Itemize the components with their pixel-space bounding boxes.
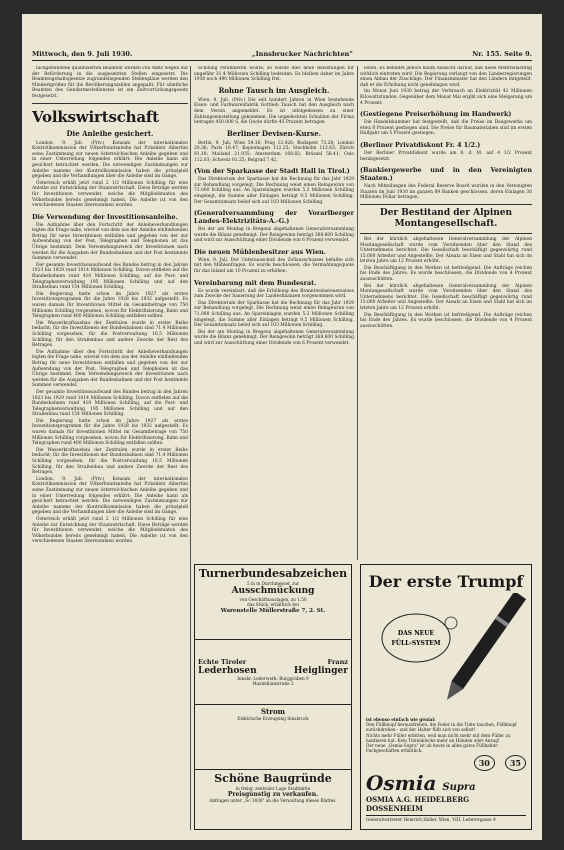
paragraph: Bei der am Montag in Bregenz abgehaltenen Generalversammlung wurde die Bilanz genehmigt. Der Reingewinn beträgt 368.600 Schilling und wird zur Ausschüttung einer Dividende von 6 Prozent verwendet. [194, 227, 354, 244]
ad-turnerbund [195, 565, 351, 640]
article-heading: (Gestiegene Preiserhöhung im Handwerk) [360, 110, 512, 119]
ad-company: OSMIA A.G. HEIDELBERG DOSSENHEIM [366, 795, 470, 814]
badge-line-2: FÜLL-SYSTEM [391, 640, 441, 647]
fountain-pen-illustration [361, 593, 531, 713]
price-badge: 30 [474, 755, 495, 771]
ad-text: in freier, zentraler Lage Stadtmitte [235, 786, 311, 791]
paragraph: Österreich erhält jetzt rund 2 1/2 Millionen Schilling für eine Anleihe zur Entwicklung der Staatswirtschaft. Diese Beträge werden für Investitionen verwendet, welche die Mitgliedstaaten des Völkerbundes bereits genehmigt haben. Die Anleihe ist von den verschiedenen Staaten übernommen worden. [32, 180, 188, 209]
paragraph: Die Aufnahme über den Fortschritt der Anleiheverhandlungen legten die Frage nahe, wieviel von dem aus der Anleihe einfließenden Betrag für neue Investitionen entfallen und gegeben von der zur Aufwendung von der Post, Telegraphen und Telephonen ist das Übrige bestimmt. Dem Verwendungszweck der Investitionen nach werden für die Ausgaben der Bundesbahnen und der Post bestimmte Summen verwendet. [32, 349, 188, 389]
ad-address: Innsbr.-Lederwerk: Burggraben 9 [237, 675, 309, 681]
ad-text: Preisgünstig zu verkaufen. [227, 791, 319, 799]
article-heading: Der Bestitand der Alpinen Montangesellschaft. [379, 207, 513, 229]
ad-headline: Der erste Trumpf [368, 572, 524, 591]
paragraph: fachgebundene qualifizierten Beamten werden von Amts wegen mit der Beförderung in die ausgesetzten Stellen eingesetzt. Die Beamtengehaltsgesetze zugrundeliegenden Stellenpläne werden den Mindestgrößen für die Bevölkerungszahlen angepaßt. Für sämtliche Beamten des Gendarmeriedienstes ist ein Zeitvorrückungsgesetz festgesetzt. [32, 66, 188, 99]
ad-shop: Warenstelle Müllerstraße 7, 2. St. [220, 607, 326, 614]
paragraph: Es wurde vereinbart, daß die Erhöhung des Branntweinsteuersatzes zum Zwecke der Sanierung der Landesfinanzen vorgenommen wird. [194, 288, 354, 300]
header-paper-name: „Innsbrucker Nachrichten" [251, 50, 353, 58]
paragraph: Die Beschäftigung in den Werken ist befriedigend. Die Aufträge reichen bis Ende des Jahres. Es wurde beschlossen, die Dividende von 4 Prozent auszuschütten. [360, 265, 532, 283]
ad-text: Franz [327, 657, 348, 666]
article-heading: Die neuen Mühlenbesitzer aus Wien. [194, 247, 326, 256]
paragraph: Der Berliner Privatdiskont wurde am 8. d. M. auf 4 1/2 Prozent herabgesetzt. [360, 150, 532, 162]
ad-text: von Geschäftsauslagen, zu 1.50 [239, 597, 307, 603]
paragraph: Die Aufnahme über den Fortschritt der Anleiheverhandlungen legten die Frage nahe, wieviel von dem aus der Anleihe einfließenden Betrag für neue Investitionen entfallen und gegeben von der zur Aufwendung von der Post, Telegraphen und Telephonen ist das Übrige bestimmt. Dem Verwendungszweck der Investitionen nach werden für die Ausgaben der Bundesbahnen und der Post bestimmte Summen verwendet. [32, 222, 188, 262]
ad-lederhosen [195, 640, 351, 705]
paragraph: Schilling refundieren wollte, so würde dies neue Belastungen für ungefähr 31.4 Millionen Schilling bedeuten. Es bleiben daher im Jahre 1930 noch 490 Millionen Schilling frei. [194, 66, 354, 83]
ad-text: Nichts mehr Füller erbitten, weil man nicht mehr mit dem Füller zu hantieren hat. Kein Tintenklecks mehr an Händen oder Anzug! [366, 732, 511, 743]
advertisement-area [194, 564, 532, 830]
article-heading: Rohne Tausch im Ausgleich. [218, 85, 330, 95]
badge-line-1: DAS NEUE [397, 630, 435, 637]
ad-title: Schöne Baugründe [214, 772, 332, 785]
paragraph: London, 9. Juli. (Priv.) Konsum der internationalen Kontrollkommission der Völkerbundanleihe hat Präsident Albertini seine Zustimmung zur neuen österreichischen Anleihe gegeben und in einer Unterredung folgendes erklärt: Die Anleihe kann als gesichert betrachtet werden. Die notwendigen Zustimmungen zur Anleihe namens der Kontrollkommission haben die prinzipiell gegeben und die Verhandlungen über die Anleihe sind im Gange. [32, 476, 188, 516]
paragraph: Der gesamte Investitionsaufwand des Bundes betrug in den Jahren 1923 bis 1929 rund 1014 Millionen Schilling. Davon entfielen auf die Bundesbahnen rund 410 Millionen Schilling, auf die Post- und Telegraphenverwaltung 195 Millionen Schilling und auf den Straßenbau rund 154 Millionen Schilling. [32, 389, 188, 418]
ad-text: Anfragen unter „Sc 3838" an die Verwaltung dieses Blattes. [209, 798, 337, 804]
ad-text: 5 in m Durchmesser, zur [246, 581, 300, 586]
paragraph: Die Beschäftigung in den Werken ist befriedigend. Die Aufträge reichen bis Ende des Jahres. Es wurde beschlossen, die Dividende von 4 Prozent auszuschütten. [360, 312, 532, 329]
column-divider [357, 66, 358, 560]
divider [360, 204, 532, 205]
newspaper-page [22, 14, 542, 840]
paragraph: Wien, 9. Juli. Der Unterausschuß des Zollausschusses befaßte sich mit den Mühlenfragen. Es wurde beschlossen, die Vermahlungsquote für das Inland um 10 Prozent zu erhöhen. [194, 257, 354, 275]
article-heading: (Bankiergewerbe und in den Vereinigten Staaten.) [360, 166, 532, 183]
classified-ads [194, 564, 352, 830]
paragraph: Nach Mitteilungen des Federal Reserve Board wurden in den Vereinigten Staaten im Juni 1930 im ganzen 89 Banken geschlossen, deren Einlagen 36 Millionen Dollar betragen. [360, 184, 532, 201]
paragraph: Bei der kürzlich abgehaltenen Generalversammlung der Alpinen Montangesellschaft wurde vom Vorsitzenden über den Stand des Unternehmens berichtet. Die Gesellschaft beschäftigt gegenwärtig rund 15.000 Arbeiter und Angestellte. Der Absatz an Eisen und Stahl hat sich im letzten Jahre um 12 Prozent erhöht. [360, 236, 532, 265]
paragraph: Die Handelskammer hat festgestellt, daß die Preise im Baugewerbe um etwa 8 Prozent gestiegen sind. Die Preise für Baumaterialien sind im ersten Halbjahr um 5 Prozent gestiegen. [360, 120, 532, 137]
paragraph: Das Direktorium der Sparkasse hat die Rechnung für das Jahr 1929 zur Behandlung vorgelegt. Die Rechnung weist einen Reingewinn von 71.000 Schilling aus. An Spareinlagen wurden 5.3 Millionen Schilling eingelegt, die Summe aller Einlagen beträgt 9.5 Millionen Schilling. Der Gesamtumsatz belief sich auf 103 Millionen Schilling. [194, 300, 354, 329]
ad-address: Maximilianstraße 2 [252, 681, 294, 686]
article-heading: (Berliner Privatdiskont Fr. 4 1/2.) [360, 140, 481, 149]
paragraph: Die Wasserkraftausbau der Zentralen wurde in erster Reihe bedacht; für die Investitionen der Bundesbahnen sind 71.4 Millionen Schilling vorgesehen, für die Postverwaltung 16.5 Millionen Schilling, für den Straßenbau und andere Zwecke der Rest des Betrages. [32, 320, 188, 349]
ad-text: Heiglinger [293, 665, 348, 676]
paragraph: Berlin, 9. Juli. Wien 59.16; Prag 12.426; Budapest 73.28; London 20.36; Paris 16.47; Kopenhagen 112.25; Stockholm 112.63; Zürich 81.18; Mailand 21.935; Amsterdam 168.82; Brüssel 58.41; Oslo 112.03; Schweiz 81.25; Belgrad 7.42. [194, 140, 354, 163]
ad-headline: Ausschmückung [231, 586, 315, 597]
ad-title: Strom [260, 707, 286, 716]
divider [32, 103, 188, 104]
paragraph: Im Monat Juni 1930 betrug der Verbrauch an Elektrizität 42 Millionen Kilowattstunden. Gegenüber dem Monat Mai ergibt sich eine Steigerung um 4 Prozent. [360, 89, 532, 106]
column-divider [190, 66, 191, 830]
brand-sub: Supra [442, 782, 476, 794]
header-date: Mittwoch, den 9. Juli 1930. [32, 50, 133, 58]
ad-title: Turnerbundesabzeichen [198, 567, 348, 580]
ad-text: Echte Tiroler [198, 657, 247, 666]
column-2 [194, 66, 354, 566]
paragraph: Die Regierung hatte schon im Jahre 1927 als erstes Investitionsprogramm für die Jahre 1928 bis 1932 aufgestellt. Es waren damals für Investitionen Mittel im Gesamtbetrage von 750 Millionen Schilling vorgesehen, wovon für Elektrifizierung, Bahn und Telegraphen rund 400 Millionen Schilling entfallen sollten. [32, 291, 188, 320]
paragraph: Der gesamte Investitionsaufwand des Bundes betrug in den Jahren 1923 bis 1929 rund 1014 Millionen Schilling. Davon entfielen auf die Bundesbahnen rund 410 Millionen Schilling, auf die Post- und Telegraphenverwaltung 195 Millionen Schilling und auf den Straßenbau rund 154 Millionen Schilling. [32, 262, 188, 291]
page-header [32, 48, 532, 61]
article-heading: Die Anleihe gesichert. [66, 128, 154, 138]
article-heading: Die Verwendung der Investitionsanleihe. [32, 212, 178, 221]
paragraph: Bei der am Montag in Bregenz abgehaltenen Generalversammlung wurde die Bilanz genehmigt. Der Reingewinn beträgt 368.600 Schilling und wird zur Ausschüttung einer Dividende von 6 Prozent verwendet. [194, 329, 354, 346]
article-heading: Berliner Devisen-Kurse. [226, 128, 322, 138]
article-heading: Vereinbarung mit dem Bundesrat. [194, 278, 317, 287]
ad-strom [195, 705, 351, 770]
article-heading: (Von der Sparkasse der Stadt Hall in Tirol.) [194, 167, 350, 176]
column-3 [360, 66, 532, 566]
ad-osmia [360, 564, 532, 830]
paragraph: London, 9. Juli. (Priv.) Konsum der internationalen Kontrollkommission der Völkerbundanleihe hat Präsident Albertini seine Zustimmung zur neuen österreichischen Anleihe gegeben und in einer Unterredung folgendes erklärt: Die Anleihe kann als gesichert betrachtet werden. Die notwendigen Zustimmungen zur Anleihe namens der Kontrollkommission haben die prinzipiell gegeben und die Verhandlungen über die Anleihe sind im Gange. [32, 140, 188, 180]
article-heading: (Generalversammlung der Vorarlberger Landes-Elektrizitäts-A.-G.) [194, 209, 354, 226]
paragraph: Bei der kürzlich abgehaltenen Generalversammlung der Alpinen Montangesellschaft wurde vom Vorsitzenden über den Stand des Unternehmens berichtet. Die Gesellschaft beschäftigt gegenwärtig rund 15.000 Arbeiter und Angestellte. Der Absatz an Eisen und Stahl hat sich im letzten Jahre um 12 Prozent erhöht. [360, 283, 532, 312]
header-issue: Nr. 155. Seite 9. [472, 50, 532, 58]
ad-baugruende [195, 770, 351, 805]
paragraph: leben. Es befindet jedoch kaum Aussicht darauf, daß diese Mehrbelastung wirklich eintreten wird. Die Regierung verlangt von den Landesregierungen einen Abbau der Zuschläge. Der Finanzminister hat den Ländern mitgeteilt, daß er die Erhöhung nicht genehmigen wird. [360, 66, 532, 88]
paragraph: Das Direktorium der Sparkasse hat die Rechnung für das Jahr 1929 zur Behandlung vorgelegt. Die Rechnung weist einen Reingewinn von 71.000 Schilling aus. An Spareinlagen wurden 5.3 Millionen Schilling eingelegt, die Summe aller Einlagen beträgt 9.5 Millionen Schilling. Der Gesamtumsatz belief sich auf 103 Millionen Schilling. [194, 177, 354, 205]
paragraph: Wien, 9. Juli. (Priv.) Die seit hundert Jahren in Wien bestehende Eisen- und Farbwarenfabrik Gottlieb Tausch hat den Ausgleich nach dem Verein angemeldet. Es ist infolgedessen zu einer Zahlungseinstellung gekommen. Die ungedeckten Schulden der Firma betragen 450.000 S, die Quote dürfte 45 Prozent betragen. [194, 97, 354, 126]
ad-text: Lederhosen [198, 665, 257, 676]
ad-agent: Generalvertreter Heinrich Haller, Wien, VIII, Lederergasse 9 [366, 815, 526, 822]
ad-text: Der neue „Osmia-Supra" ist ab heute in allen gutes Füllhalter-Fachgeschäften erhältlich. [366, 743, 499, 754]
divider [360, 233, 532, 234]
column-1 [32, 66, 188, 830]
brand-logo: Osmia [366, 771, 437, 796]
paragraph: Österreich erhält jetzt rund 2 1/2 Millionen Schilling für eine Anleihe zur Entwicklung der Staatswirtschaft. Diese Beträge werden für Investitionen verwendet, welche die Mitgliedstaaten des Völkerbundes bereits genehmigt haben. Die Anleihe ist von den verschiedenen Staaten übernommen worden. [32, 516, 188, 545]
ad-text: Den Füllknopf herausdrehen, die Feder in die Tinte tauchen, Füllknopf zurückdrehen - und der Halter füllt sich von selbst! [366, 722, 517, 733]
ad-text: ist ebenso einfach wie genial: [366, 717, 436, 722]
section-title: Volkswirtschaft [32, 107, 159, 126]
ad-text: das Stück, erhältlich bei [247, 602, 299, 608]
ad-text: Elektrische Erzeugung Innsbruck [237, 716, 309, 721]
paragraph: Die Regierung hatte schon im Jahre 1927 als erstes Investitionsprogramm für die Jahre 1928 bis 1932 aufgestellt. Es waren damals für Investitionen Mittel im Gesamtbetrage von 750 Millionen Schilling vorgesehen, wovon für Elektrifizierung, Bahn und Telegraphen rund 400 Millionen Schilling entfallen sollten. [32, 418, 188, 447]
price-badge: 35 [505, 755, 526, 771]
paragraph: Die Wasserkraftausbau der Zentralen wurde in erster Reihe bedacht; für die Investitionen der Bundesbahnen sind 71.4 Millionen Schilling vorgesehen, für die Postverwaltung 16.5 Millionen Schilling, für den Straßenbau und andere Zwecke der Rest des Betrages. [32, 447, 188, 476]
